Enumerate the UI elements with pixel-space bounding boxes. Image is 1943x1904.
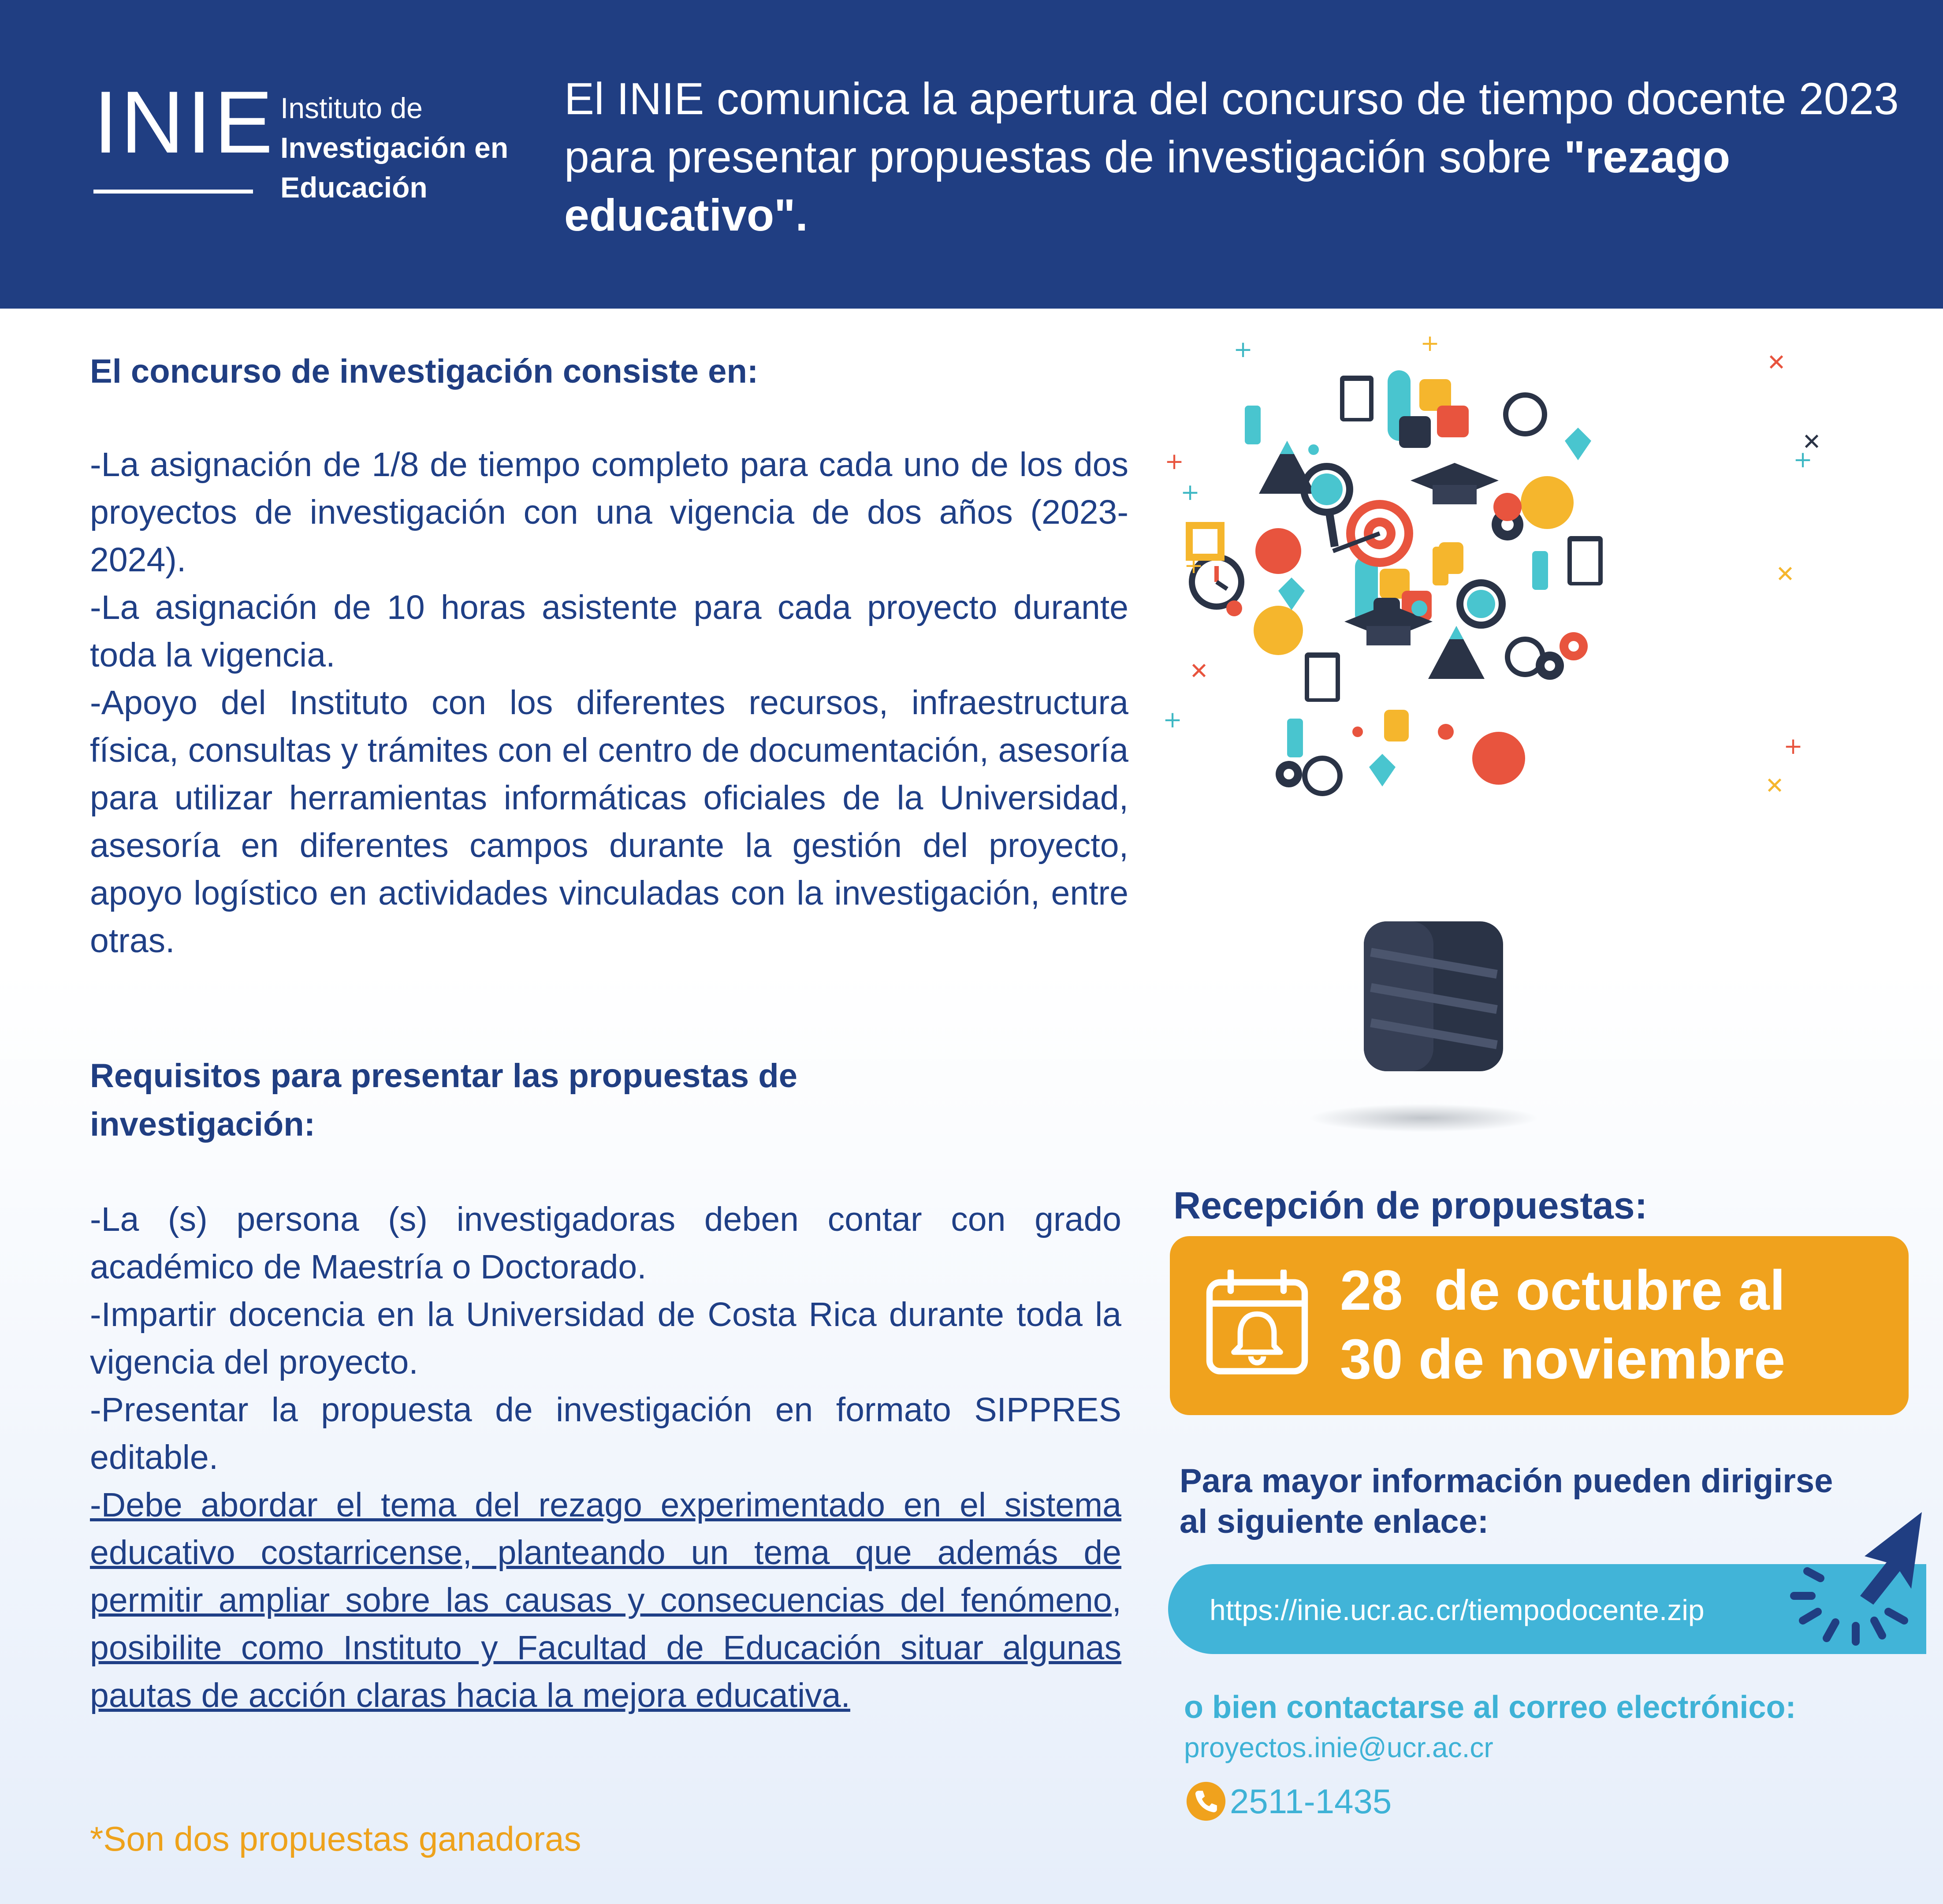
logo-subtitle [280, 88, 508, 207]
reception-dates [1340, 1256, 1785, 1394]
lightbulb-icon [1146, 317, 1878, 1164]
email-address[interactable]: proyectos.inie@ucr.ac.cr [1184, 1732, 1493, 1763]
svg-text:✕: ✕ [1776, 561, 1795, 588]
svg-text:+: + [1163, 707, 1182, 733]
section2-item: -Presentar la propuesta de investigación en formato SIPPRES editable. [90, 1391, 1121, 1476]
section2-body [90, 1196, 1121, 1719]
section1-body [90, 441, 1128, 965]
date-line2: 30 de noviembre [1340, 1328, 1786, 1391]
email-title: o bien contactarse al correo electrónico: [1184, 1690, 1796, 1725]
logo-sub-line3: Educación [280, 171, 428, 204]
section1-item: -La asignación de 1/8 de tiempo completo para cada uno de los dos proyectos de investigación con una vigencia de dos años (2023-2024). [90, 446, 1128, 579]
date-line1: 28 de octubre al [1340, 1259, 1786, 1322]
svg-text:✕: ✕ [1189, 658, 1209, 685]
inie-logo: INIE [93, 73, 275, 171]
section2-item: -La (s) persona (s) investigadoras deben contar con grado académico de Maestría o Doctorado. [90, 1200, 1121, 1286]
info-link[interactable]: https://inie.ucr.ac.cr/tiempodocente.zip [1210, 1594, 1705, 1626]
svg-text:+: + [1793, 447, 1813, 473]
winners-note: *Son dos propuestas ganadoras [90, 1819, 581, 1858]
info-title-line1: Para mayor información pueden dirigirse [1180, 1462, 1833, 1500]
headline-bold: "rezago educativo". [564, 132, 1731, 240]
headline [564, 70, 1913, 244]
reception-title: Recepción de propuestas: [1173, 1185, 1648, 1227]
svg-text:+: + [1233, 336, 1253, 363]
cursor-click-icon [1781, 1508, 1931, 1649]
svg-text:✕: ✕ [1802, 429, 1821, 455]
phone-icon [1186, 1781, 1226, 1822]
svg-text:+: + [1180, 479, 1200, 506]
section1-item: -Apoyo del Instituto con los diferentes recursos, infraestructura física, consultas y trámites con el centro de documentación, asesoría para utilizar herramientas informáticas oficiales de la Universidad, asesoría en diferentes campos durante la gestión del proyecto, apoyo logístico en actividades vinculadas con la investigación, entre otras. [90, 684, 1128, 960]
svg-text:✕: ✕ [1765, 773, 1784, 799]
svg-text:+: + [1184, 552, 1203, 579]
phone-number[interactable]: 2511-1435 [1230, 1782, 1392, 1821]
section1-item: -La asignación de 10 horas asistente para cada proyecto durante toda la vigencia. [90, 589, 1128, 674]
section2-item-underlined: -Debe abordar el tema del rezago experimentado en el sistema educativo costarricense, planteando un tema que además de permitir ampliar sobre las causas y consecuencias del fenómeno, posibilite como Instituto y Facultad de Educación situar algunas pautas de acción claras hacia la mejora educativa. [90, 1486, 1121, 1714]
section2-title: Requisitos para presentar las propuestas de investigación: [90, 1057, 797, 1143]
svg-text:+: + [1420, 330, 1440, 357]
calendar-bell-icon [1204, 1270, 1310, 1375]
logo-underline [93, 190, 253, 194]
headline-text: El INIE comunica la apertura del concurso de tiempo docente 2023 para presentar propuestas de investigación sobre [564, 74, 1899, 182]
info-title-line2: al siguiente enlace: [1180, 1503, 1489, 1540]
info-title [1180, 1461, 1833, 1542]
logo-sub-line2: Investigación en [280, 131, 509, 164]
section2-item: -Impartir docencia en la Universidad de Costa Rica durante toda la vigencia del proyecto. [90, 1296, 1121, 1381]
svg-text:+: + [1165, 448, 1184, 475]
svg-text:+: + [1783, 733, 1803, 760]
svg-text:✕: ✕ [1767, 350, 1786, 376]
logo-sub-line1: Instituto de [280, 92, 423, 124]
section1-title: El concurso de investigación consiste en: [90, 353, 759, 390]
